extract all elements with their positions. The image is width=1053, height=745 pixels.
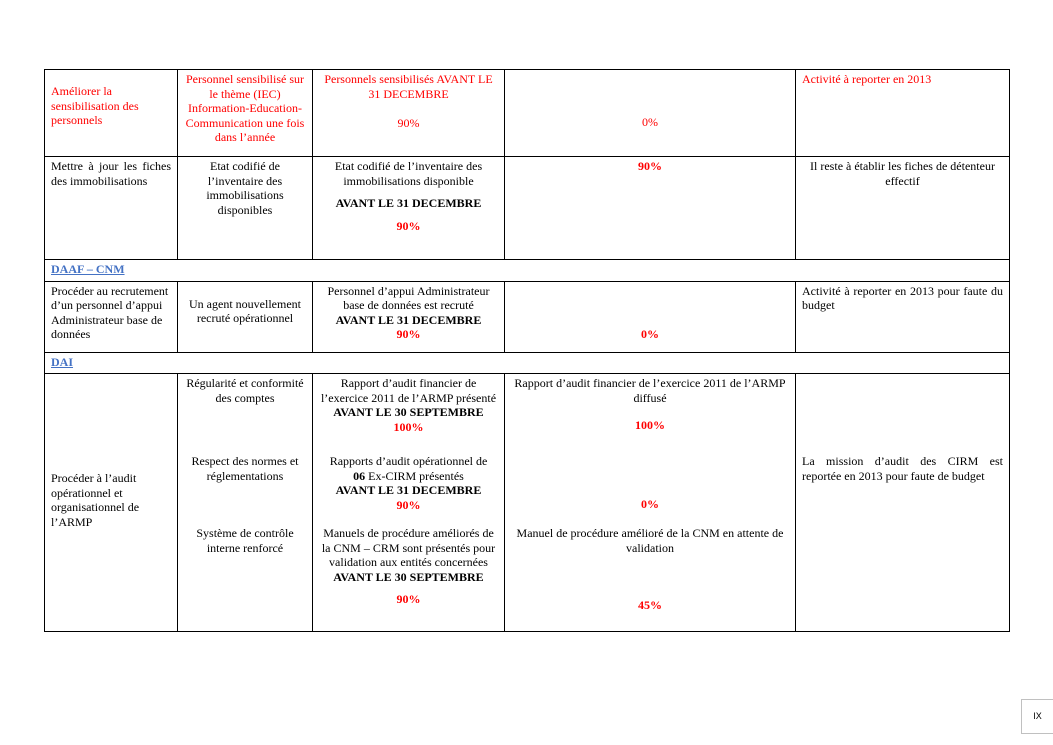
achieved-text: Manuel de procédure amélioré de la CNM en attente de validation [516, 526, 784, 555]
target-text: Personnel d’appui Administrateur base de données est recruté [327, 283, 490, 312]
observation-cell [796, 157, 1010, 260]
observation-text: Il reste à établir les fiches de détenteur effectif [810, 159, 995, 188]
indicator-text: Un agent nouvellement recruté opérationnel [189, 296, 301, 325]
section-row-daaf [45, 260, 1010, 282]
indicator-cell [178, 70, 313, 157]
indicator-text: Système de contrôle interne renforcé [196, 526, 294, 555]
achieved-text: Rapport d’audit financier de l’exercice 2011 de l’ARMP diffusé [514, 376, 786, 405]
target-text: Etat codifié de l’inventaire des immobilisations disponible [334, 159, 483, 188]
indicator-text: Personnel sensibilisé sur le thème (IEC) Information-Education-Communication une fois dans l’année [185, 72, 305, 144]
page-number [1021, 699, 1053, 734]
objective-text: Procéder à l’audit opérationnel et organisationnel de l’ARMP [51, 471, 140, 529]
section-cell [45, 260, 1010, 282]
indicator-cell [178, 281, 313, 352]
target-text: Manuels de procédure améliorés de la CNM – CRM sont présentés pour validation aux entités concernées [321, 526, 496, 569]
target-percentage: 100% [393, 419, 424, 434]
objective-text: Mettre à jour les fiches des immobilisations [51, 159, 171, 188]
page-number-text: IX [1033, 711, 1042, 722]
target-cell [313, 70, 505, 157]
table-row [45, 70, 1010, 157]
achieved-cell [505, 374, 796, 632]
objective-cell [45, 374, 178, 632]
observation-text: Activité à reporter en 2013 [802, 72, 932, 86]
achieved-cell [505, 157, 796, 260]
target-percentage: 90% [396, 592, 421, 606]
achieved-percentage: 0% [642, 115, 658, 129]
section-cell [45, 352, 1010, 374]
target-text-suffix: Ex-CIRM présentés [368, 468, 464, 483]
indicator-cell [178, 157, 313, 260]
table-row [45, 374, 1010, 632]
target-text-prefix: Rapports d’audit opérationnel de [329, 454, 488, 468]
observation-cell [796, 281, 1010, 352]
target-percentage: 90% [397, 116, 420, 130]
target-deadline: AVANT LE 31 DECEMBRE [335, 196, 482, 210]
achieved-percentage: 0% [641, 497, 659, 511]
target-text: Rapport d’audit financier de l’exercice 2011 de l’ARMP présenté [320, 376, 497, 405]
target-percentage: 90% [396, 497, 421, 512]
target-deadline: AVANT LE 30 SEPTEMBRE [333, 569, 484, 584]
section-title: DAAF – CNM [51, 262, 125, 276]
target-cell [313, 374, 505, 632]
objective-cell [45, 157, 178, 260]
target-deadline: AVANT LE 31 DECEMBRE [335, 483, 482, 497]
observation-text: La mission d’audit des CIRM est reportée en 2013 pour faute de budget [802, 454, 1003, 483]
target-deadline: AVANT LE 31 DECEMBRE [335, 312, 482, 327]
achieved-percentage: 0% [641, 326, 659, 341]
target-percentage: 90% [396, 218, 421, 233]
achieved-percentage: 100% [635, 418, 665, 432]
achieved-cell [505, 281, 796, 352]
observation-cell [796, 374, 1010, 632]
achieved-percentage: 90% [638, 159, 662, 173]
objective-cell [45, 70, 178, 157]
table-row [45, 157, 1010, 260]
activity-table [44, 69, 1010, 632]
section-title: DAI [51, 354, 74, 369]
target-cell [313, 157, 505, 260]
objective-text: Améliorer la sensibilisation des personnels [51, 84, 139, 127]
target-deadline: AVANT LE 30 SEPTEMBRE [333, 405, 484, 419]
achieved-percentage: 45% [638, 598, 662, 612]
observation-text: Activité à reporter en 2013 pour faute du budget [802, 283, 1003, 312]
target-count: 06 [353, 468, 366, 483]
indicator-text: Etat codifié de l’inventaire des immobilisations disponibles [206, 159, 284, 217]
indicator-cell [178, 374, 313, 632]
objective-text: Procéder au recrutement d’un personnel d’appui Administrateur base de données [51, 283, 169, 341]
indicator-text: Respect des normes et réglementations [191, 454, 299, 483]
table-row [45, 281, 1010, 352]
achieved-cell [505, 70, 796, 157]
target-percentage: 90% [396, 327, 421, 341]
observation-cell [796, 70, 1010, 157]
objective-cell [45, 281, 178, 352]
indicator-text: Régularité et conformité des comptes [186, 376, 304, 405]
target-text: Personnels sensibilisés AVANT LE 31 DECEMBRE [324, 72, 493, 101]
section-row-dai [45, 352, 1010, 374]
target-cell [313, 281, 505, 352]
